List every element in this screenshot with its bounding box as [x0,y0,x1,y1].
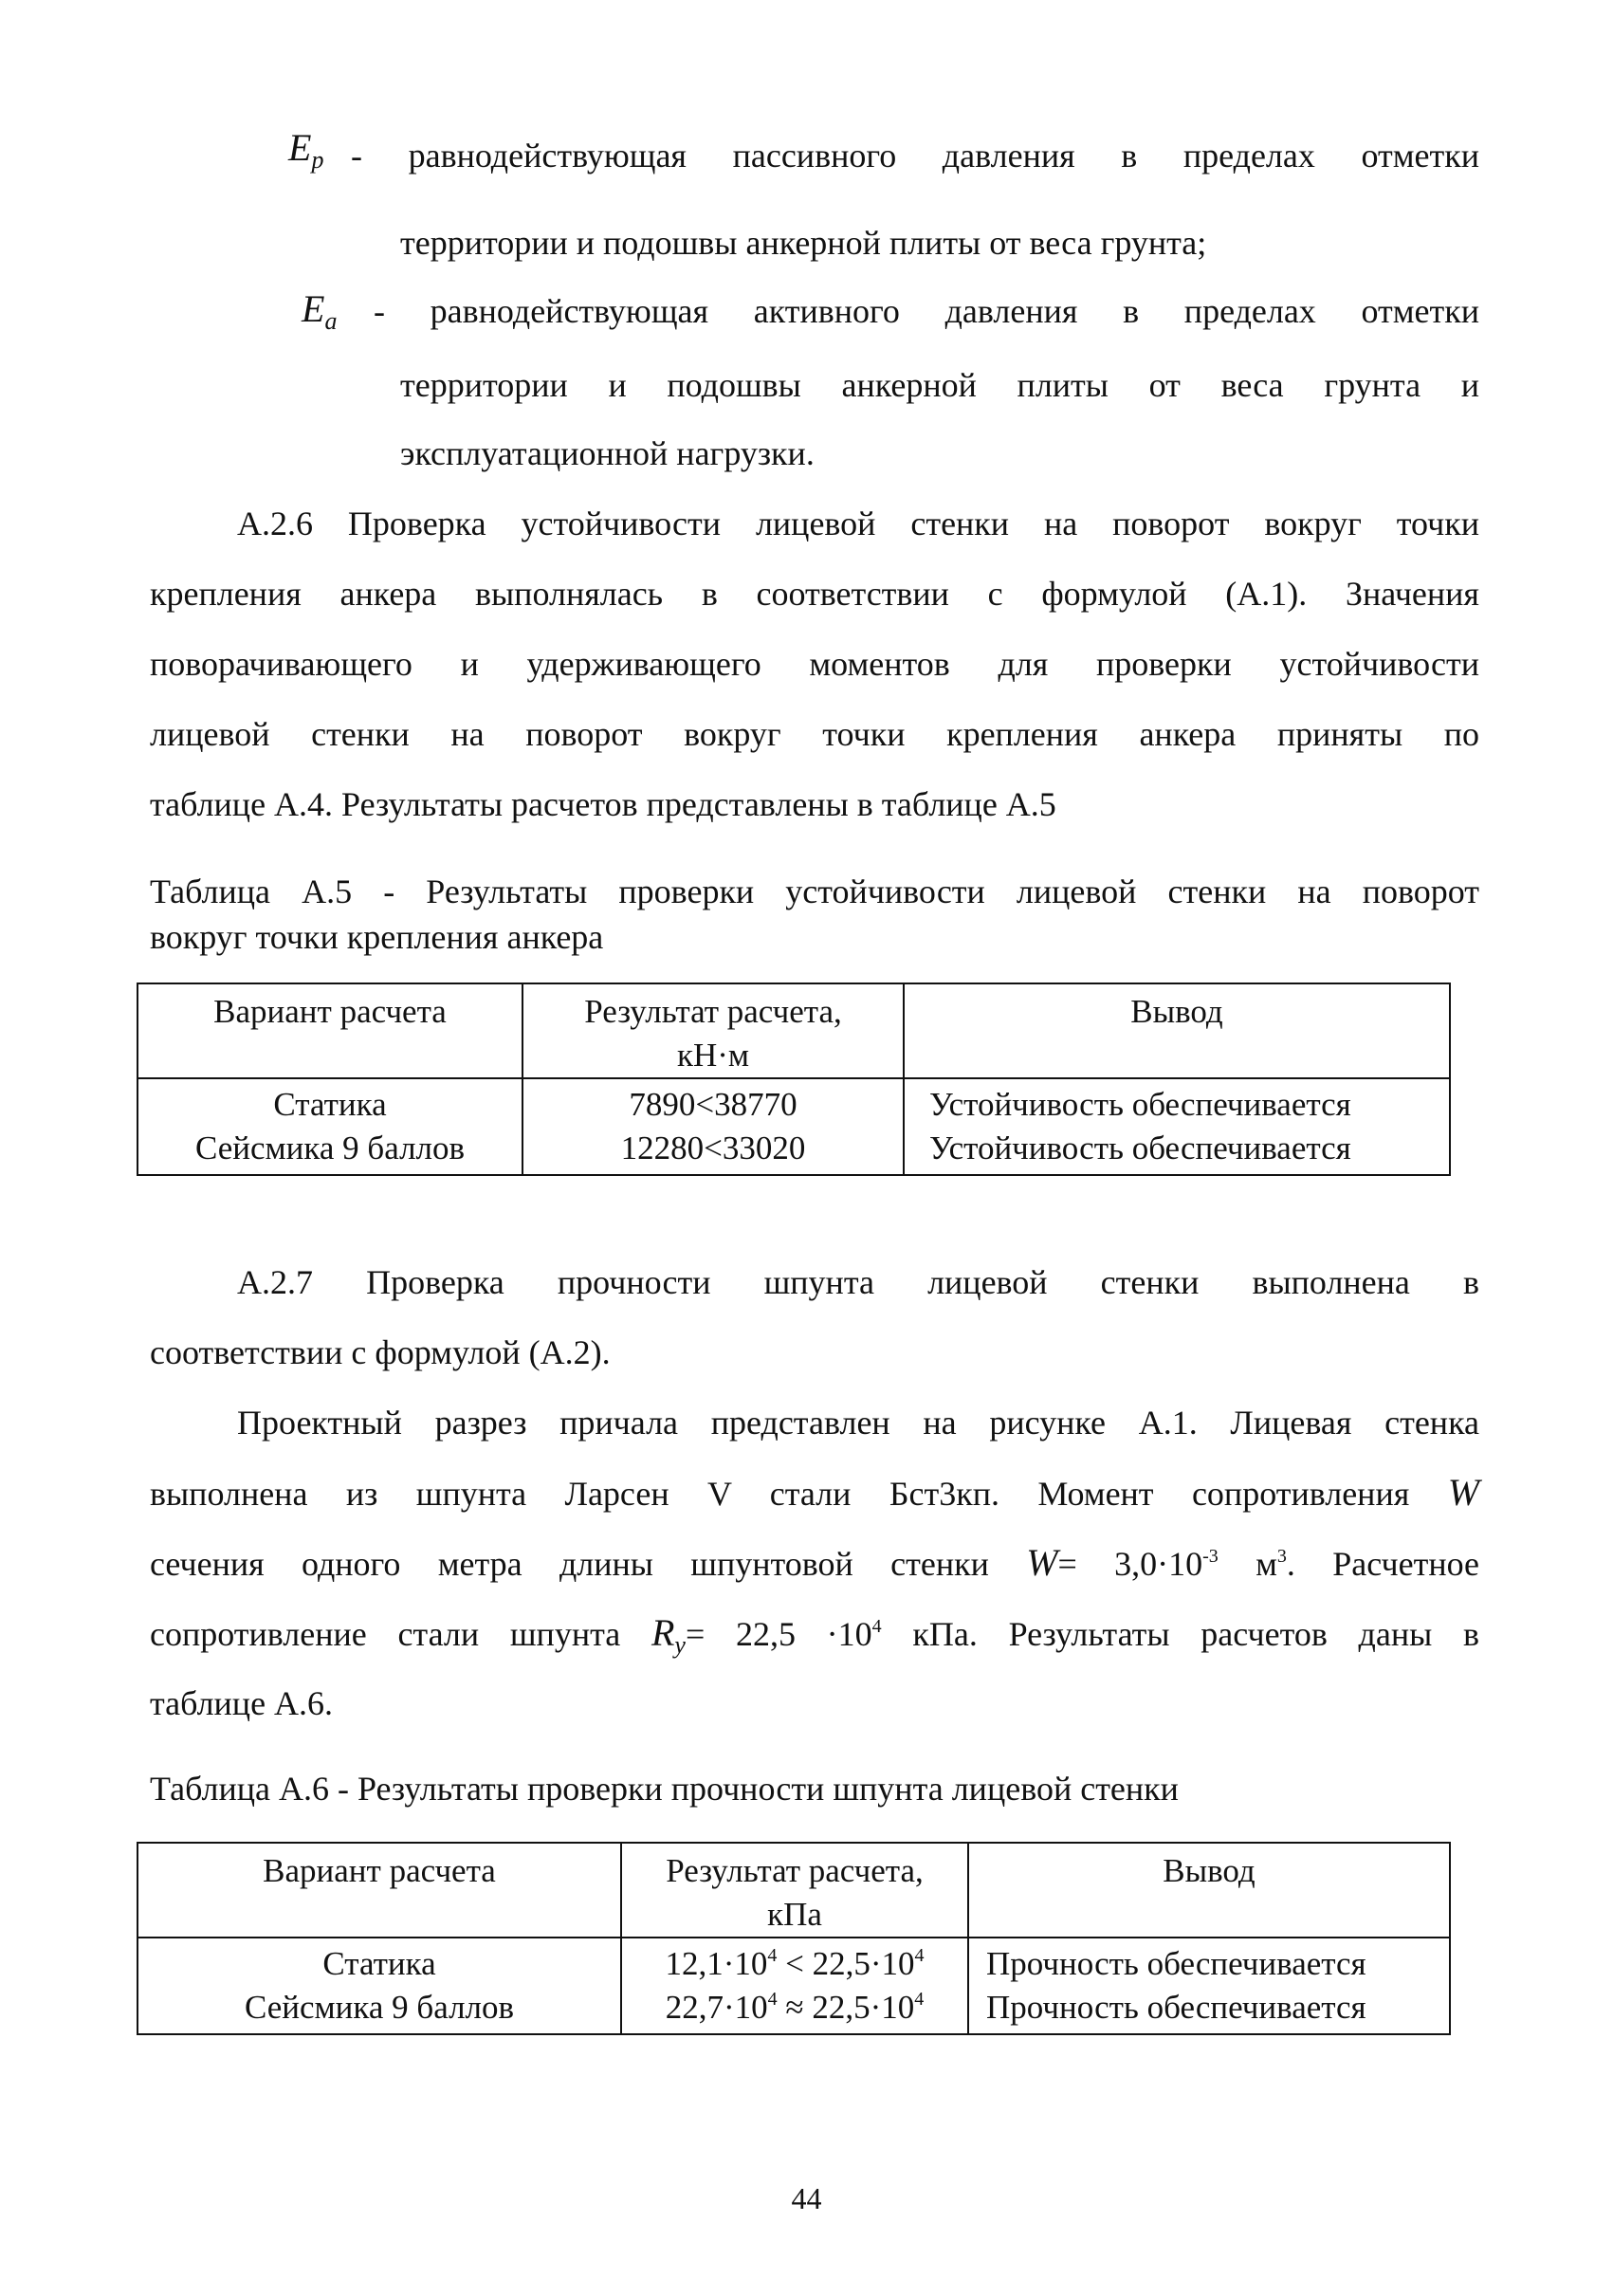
exp: 4 [914,1945,925,1966]
para-section-line1: Проектный разрез причала представлен на рисунке А.1. Лицевая стенка [237,1404,1479,1442]
para-section-line4 [150,1612,1479,1666]
page-number: 44 [791,2181,822,2215]
row2-variant: Сейсмика 9 баллов [244,1989,515,2026]
row1-result [622,1942,967,1986]
header-result [621,1843,968,1938]
definition-ea-line1: - равнодействующая активного давления в пределах отметки [374,292,1479,330]
definition-ep-line2: территории и подошвы анкерной плиты от веса грунта; [400,224,1207,262]
para-a26-line2: крепления анкера выполнялась в соответствии с формулой (А.1). Значения [150,575,1479,613]
subscript-a: a [324,307,338,335]
table-header-row [137,1843,1450,1938]
header-variant: Вариант расчета [137,1843,621,1938]
para-a27-line1: А.2.7 Проверка прочности шпунта лицевой стенки выполнена в [237,1263,1479,1301]
exponent-unit: 3 [1276,1546,1287,1567]
symbol-e: E [288,126,312,169]
row2-conclusion: Прочность обеспечивается [986,1989,1366,2026]
row1-conclusion: Прочность обеспечивается [986,1945,1366,1982]
exp: 4 [914,1989,925,2010]
para-section-line3 [150,1542,1479,1585]
symbol-r: R [651,1611,675,1654]
header-conclusion: Вывод [904,983,1450,1078]
table-a5-caption-line1: Таблица А.5 - Результаты проверки устойчивости лицевой стенки на поворот [150,872,1479,910]
formula-ry [651,1611,882,1659]
row2-result-op: ≈ 22,5·10 [777,1989,915,2026]
para-a26-line4: лицевой стенки на поворот вокруг точки крепления анкера приняты по [150,715,1479,753]
line4-text: сопротивление стали шпунта [150,1615,621,1653]
header-variant: Вариант расчета [137,983,522,1078]
cell-result [621,1938,968,2034]
para-a26-line1: А.2.6 Проверка устойчивости лицевой стенки на поворот вокруг точки [237,505,1479,542]
row2-result [622,1986,967,2030]
row1-result-op: < 22,5·10 [777,1945,915,1982]
subscript-p: p [311,146,324,174]
symbol-w: W [1026,1541,1058,1584]
unit-m: м [1218,1545,1277,1583]
table-body-row [137,1078,1450,1175]
header-result [522,983,904,1078]
row2-result-a: 22,7·10 [665,1989,768,2026]
header-result-line1: Результат расчета, [584,993,842,1030]
row2-result: 12280<33020 [620,1130,806,1166]
subscript-y: y [674,1631,686,1659]
line3-tail: . Расчетное [1286,1545,1480,1583]
row1-variant: Статика [322,1945,436,1982]
exponent: 4 [871,1616,882,1637]
cell-result [522,1078,904,1175]
row1-result-a: 12,1·10 [665,1945,768,1982]
definition-ep-line1: - равнодействующая пассивного давления в пределах отметки [351,137,1479,174]
table-a6 [137,1842,1451,2035]
line4-tail: кПа. Результаты расчетов даны в [912,1615,1480,1653]
symbol-e: E [302,287,325,330]
para-section-line5: таблице А.6. [150,1684,334,1722]
row2-conclusion: Устойчивость обеспечивается [929,1130,1351,1166]
header-result-unit: кПа [767,1896,822,1933]
header-result-unit: кН·м [676,1037,750,1074]
row1-result: 7890<38770 [629,1086,797,1123]
row1-variant: Статика [273,1086,387,1123]
header-conclusion: Вывод [968,1843,1450,1938]
cell-conclusion [968,1938,1450,2034]
definition-ep [288,127,323,181]
table-a6-caption: Таблица А.6 - Результаты проверки прочности шпунта лицевой стенки [150,1770,1179,1808]
cell-variant [137,1078,522,1175]
table-a5 [137,983,1451,1176]
definition-ea-line2: территории и подошвы анкерной плиты от веса грунта и [400,366,1479,404]
para-a26-line3: поворачивающего и удерживающего моментов для проверки устойчивости [150,645,1479,683]
table-a5-caption-line2: вокруг точки крепления анкера [150,918,604,956]
definition-ea [302,288,337,342]
line3-text: сечения одного метра длины шпунтовой стенки [150,1545,989,1583]
exp: 4 [767,1989,778,2010]
formula-ry-value: = 22,5 ·10 [685,1615,872,1653]
symbol-w: W [1447,1471,1480,1514]
table-header-row [137,983,1450,1078]
table-body-row [137,1938,1450,2034]
exponent: -3 [1202,1546,1219,1567]
definition-ea-line3: эксплуатационной нагрузки. [400,434,815,472]
formula-w-value: = 3,0·10 [1057,1545,1203,1583]
line2-text: выполнена из шпунта Ларсен V стали Бст3кп. Момент сопротивления [150,1475,1410,1513]
cell-conclusion [904,1078,1450,1175]
cell-variant [137,1938,621,2034]
para-a26-line5: таблице А.4. Результаты расчетов представлены в таблице А.5 [150,785,1056,823]
para-a27-line2: соответствии с формулой (А.2). [150,1333,611,1371]
header-result-line1: Результат расчета, [666,1852,924,1889]
formula-w [1026,1541,1480,1584]
row1-conclusion: Устойчивость обеспечивается [929,1086,1351,1123]
exp: 4 [767,1945,778,1966]
row2-variant: Сейсмика 9 баллов [194,1130,466,1166]
para-section-line2 [150,1472,1479,1515]
